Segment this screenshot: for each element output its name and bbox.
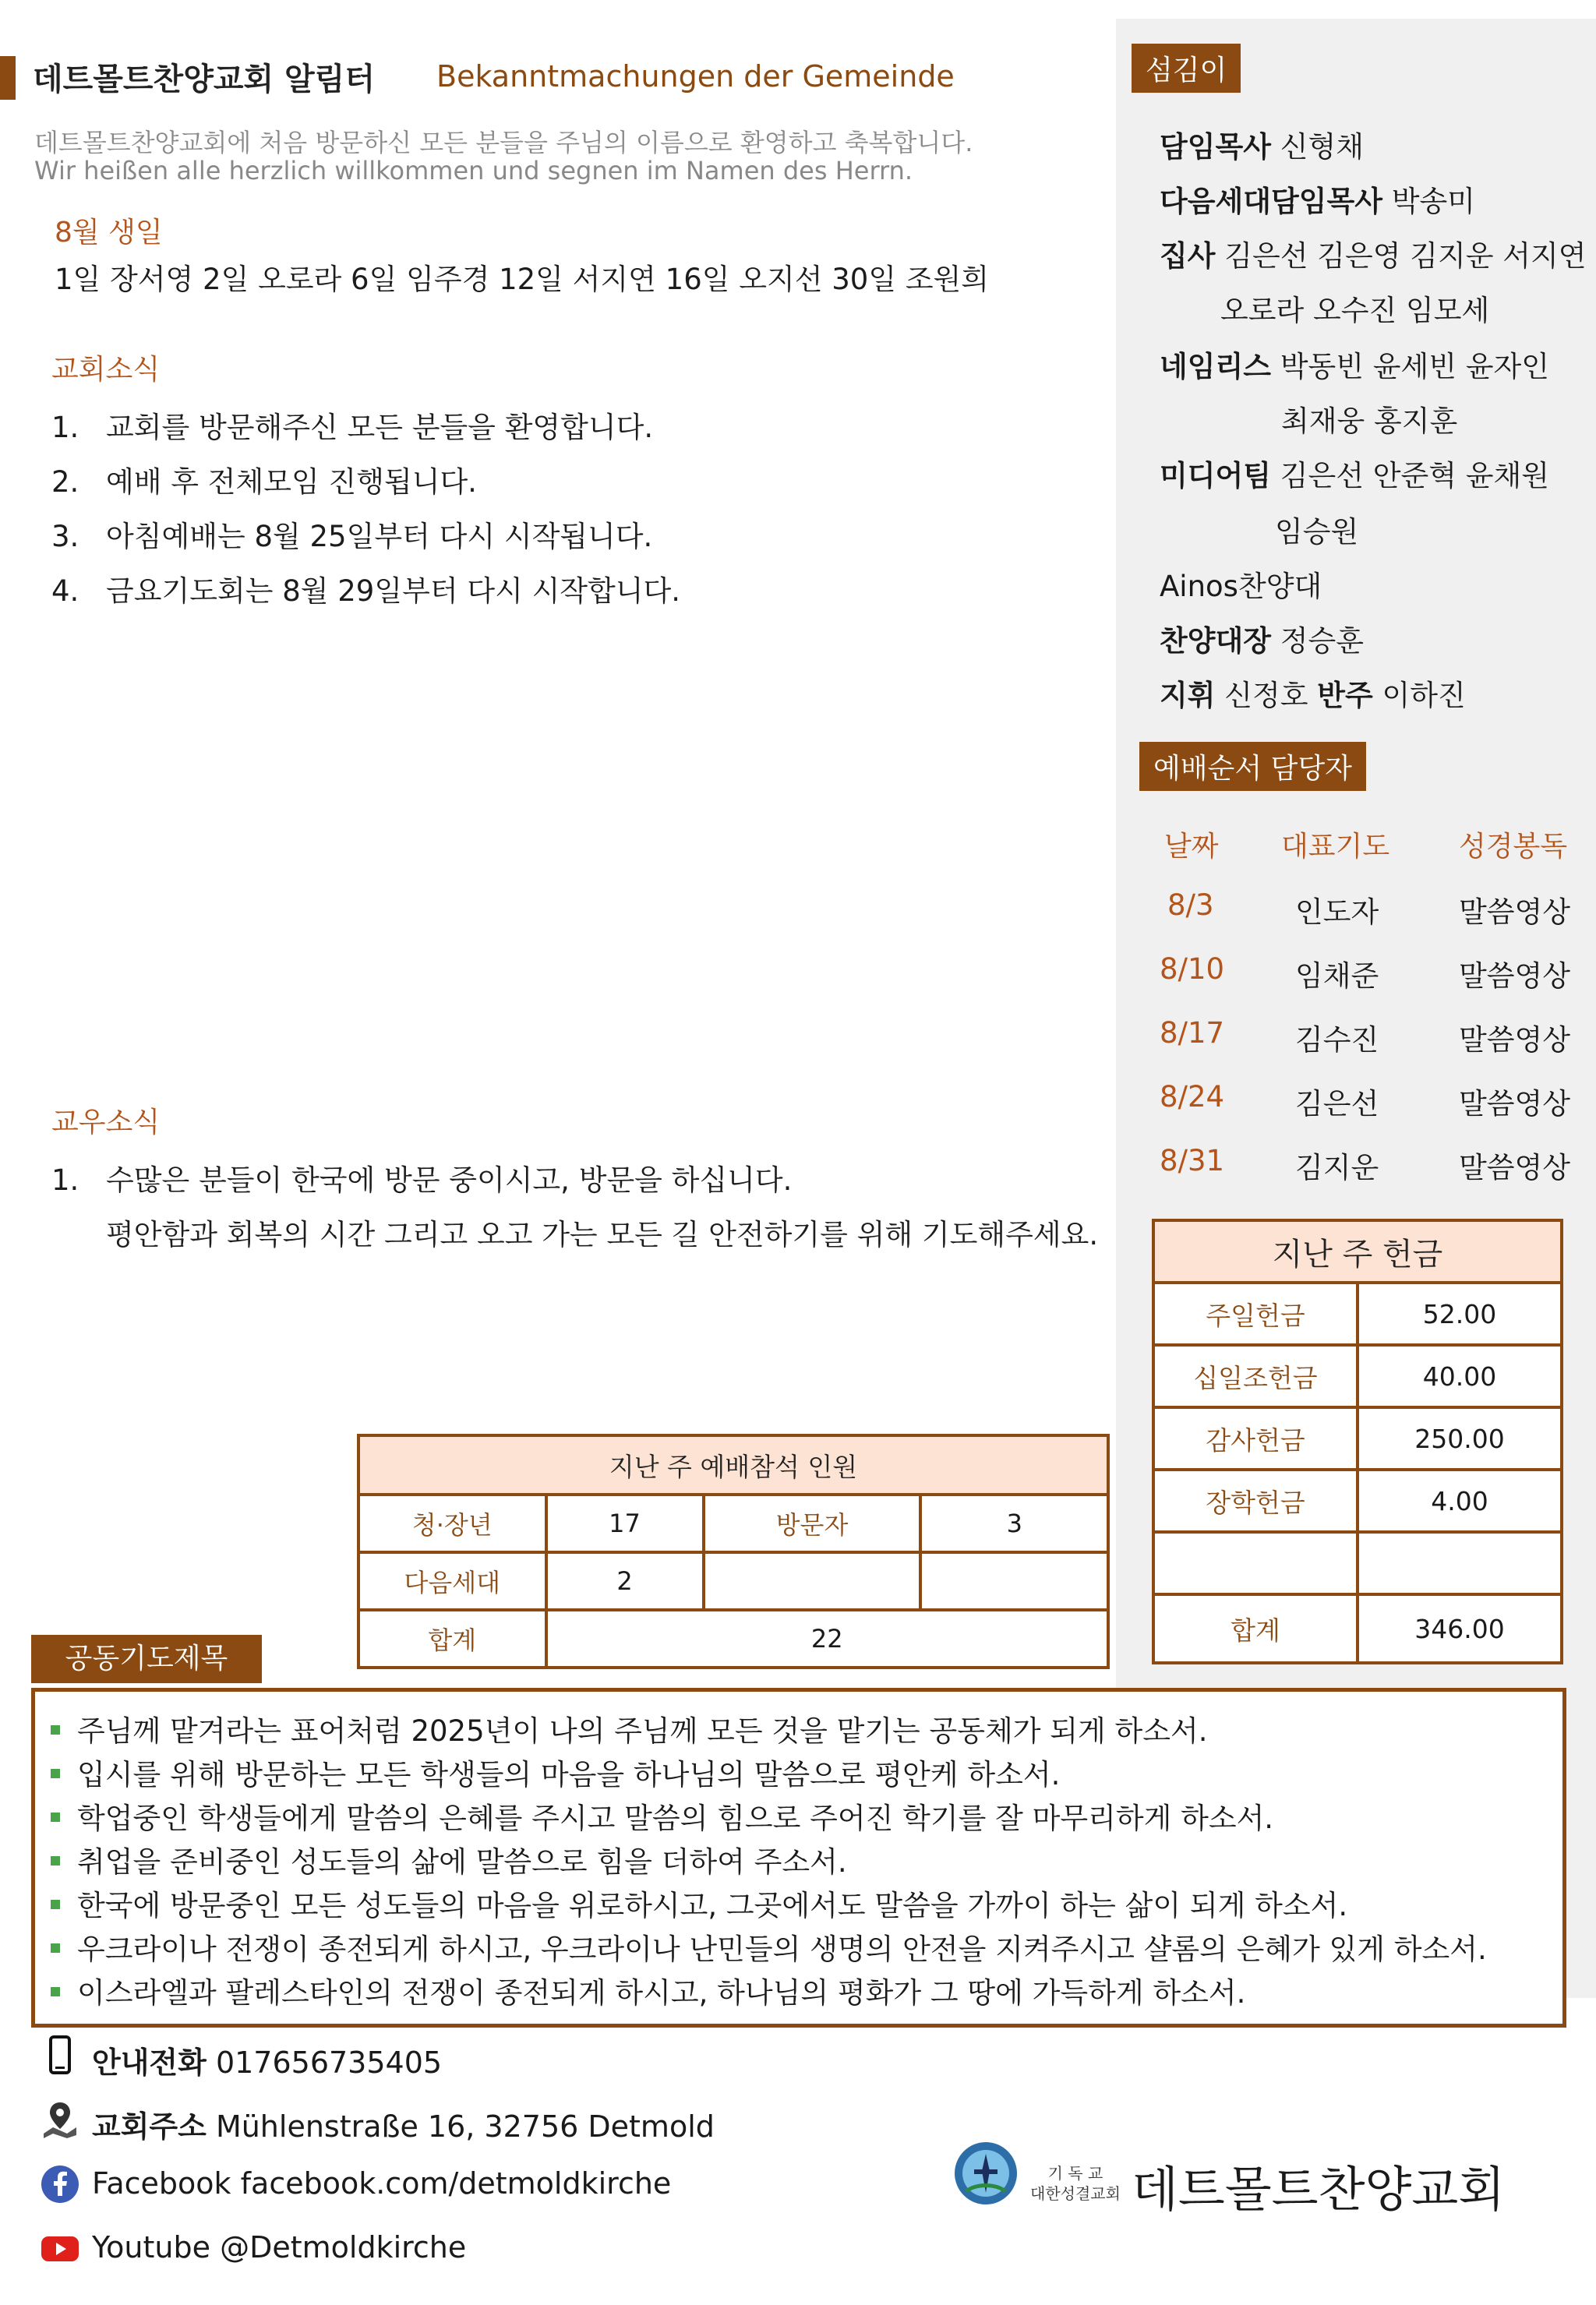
duty-prayer: 김은선 [1295,1087,1379,1121]
facebook-icon[interactable] [41,2165,79,2204]
item-number: 1. [51,1163,79,1197]
attendance-label: 다음세대 [358,1552,546,1610]
attendance-value: 17 [546,1495,704,1552]
table-row [358,1610,1108,1668]
item-text: 수많은 분들이 한국에 방문 중이시고, 방문을 하십니다. [106,1163,793,1197]
attendance-title: 지난 주 예배참석 인원 [358,1435,1108,1495]
footer-address: 교회주소 Mühlenstraße 16, 32756 Detmold [92,2109,715,2144]
page-title: 데트몰트찬양교회 알림터 [33,62,375,97]
item-text: 예배 후 전체모임 진행됩니다. [106,465,477,499]
attendance-label: 방문자 [704,1495,921,1552]
attendance-table [357,1434,1110,1669]
welcome-text-german: Wir heißen alle herzlich willkommen und segnen im Namen des Herrn. [34,156,913,185]
table-row [358,1495,1108,1552]
offering-label: 감사헌금 [1153,1407,1358,1470]
duty-prayer: 인도자 [1295,895,1379,929]
duty-date: 8/3 [1167,888,1214,922]
footer-youtube[interactable]: Youtube @Detmoldkirche [92,2230,467,2264]
map-pin-icon [41,2099,79,2138]
staff-conductor: 지휘 신정호 반주 이하진 [1160,679,1466,712]
prayer-item: 취업을 준비중인 성도들의 삶에 말씀으로 힘을 더하여 주소서. [51,1838,847,1880]
logo-church-name: 데트몰트찬양교회 [1132,2161,1506,2218]
duty-col-date: 날짜 [1164,831,1219,863]
duty-col-prayer: 대표기도 [1281,831,1390,863]
staff-senior-pastor: 담임목사 신형채 [1160,130,1364,164]
bullet-icon [51,1856,60,1866]
item-text: 아침예배는 8월 25일부터 다시 시작됩니다. [106,520,653,553]
table-row [1153,1407,1562,1470]
bullet-icon [51,1725,60,1735]
table-row [1153,1532,1562,1594]
duty-date: 8/10 [1160,952,1225,986]
prayer-item: 이스라엘과 팔레스타인의 전쟁이 종전되게 하시고, 하나님의 평화가 그 땅에 가득하게 하소서. [51,1969,1245,2011]
bullet-icon [51,1813,60,1822]
item-number: 2. [51,465,79,499]
church-news-item [51,567,680,609]
staff-media-continued: 임승원 [1275,515,1359,549]
member-news-item-continued: 평안함과 회복의 시간 그리고 오고 가는 모든 길 안전하기를 위해 기도해주세요. [106,1218,1099,1251]
birthday-heading: 8월 생일 [55,217,163,249]
bullet-icon [51,1987,60,1996]
duty-date: 8/31 [1160,1144,1225,1177]
offering-total-label: 합계 [1153,1594,1358,1663]
prayer-item: 주님께 맡겨라는 표어처럼 2025년이 나의 주님께 모든 것을 맡기는 공동체가 되게 하소서. [51,1707,1208,1749]
duty-bible: 말씀영상 [1459,895,1570,929]
page-title-german: Bekanntmachungen der Gemeinde [436,59,955,94]
phone-icon [41,2035,79,2074]
prayer-box [31,1688,1566,2028]
duty-bible: 말씀영상 [1459,959,1570,993]
offering-empty-cell [1153,1532,1358,1594]
table-row [1153,1470,1562,1532]
table-row [1153,1283,1562,1345]
church-news-item [51,404,653,446]
attendance-total-label: 합계 [358,1610,546,1668]
staff-next-gen-pastor: 다음세대담임목사 박송미 [1160,185,1475,218]
item-number: 1. [51,411,79,444]
offering-total-value: 346.00 [1358,1594,1562,1663]
church-logo-icon [952,2140,1019,2207]
duty-bible: 말씀영상 [1459,1151,1570,1184]
offering-value: 40.00 [1358,1345,1562,1407]
attendance-empty-cell [704,1552,921,1610]
prayer-item: 우크라이나 전쟁이 종전되게 하시고, 우크라이나 난민들의 생명의 안전을 지켜주시고 샬롬의 은혜가 있게 하소서. [51,1926,1487,1968]
table-row [358,1552,1108,1610]
prayer-tag: 공동기도제목 [31,1635,262,1683]
duty-prayer: 김수진 [1295,1023,1379,1057]
bullet-icon [51,1769,60,1778]
item-text: 금요기도회는 8월 29일부터 다시 시작합니다. [106,574,681,608]
offering-label: 십일조헌금 [1153,1345,1358,1407]
prayer-item: 학업중인 학생들에게 말씀의 은혜를 주시고 말씀의 힘으로 주어진 학기를 잘 마무리하게 하소서. [51,1795,1273,1837]
duty-col-bible: 성경봉독 [1459,831,1568,863]
duty-bible: 말씀영상 [1459,1087,1570,1121]
offering-title: 지난 주 헌금 [1153,1220,1562,1283]
attendance-value: 3 [920,1495,1108,1552]
title-accent-bar [0,56,16,100]
offering-value: 250.00 [1358,1407,1562,1470]
attendance-value: 2 [546,1552,704,1610]
offering-table [1152,1219,1563,1664]
welcome-text-korean: 데트몰트찬양교회에 처음 방문하신 모든 분들을 주님의 이름으로 환영하고 축복합니다. [34,128,973,157]
offering-value: 4.00 [1358,1470,1562,1532]
staff-deacons-continued: 오로라 오수진 임모세 [1220,294,1490,327]
table-row [1153,1345,1562,1407]
staff-tag: 섬김이 [1132,44,1241,93]
prayer-item: 입시를 위해 방문하는 모든 학생들의 마음을 하나님의 말씀으로 평안케 하소서. [51,1751,1060,1793]
birthday-list: 1일 장서영 2일 오로라 6일 임주경 12일 서지연 16일 오지선 30일 조원희 [55,263,990,296]
table-row [1153,1594,1562,1663]
duty-bible: 말씀영상 [1459,1023,1570,1057]
duty-date: 8/24 [1160,1080,1225,1114]
staff-choir: Ainos찬양대 [1160,570,1322,603]
footer-phone: 안내전화 017656735405 [92,2046,443,2080]
offering-label: 장학헌금 [1153,1470,1358,1532]
logo-denomination: 기 독 교 대한성결교회 [1030,2164,1121,2203]
duty-date: 8/17 [1160,1016,1225,1050]
offering-value: 52.00 [1358,1283,1562,1345]
offering-label: 주일헌금 [1153,1283,1358,1345]
bullet-icon [51,1900,60,1909]
attendance-label: 청·장년 [358,1495,546,1552]
offering-empty-cell [1358,1532,1562,1594]
prayer-item: 한국에 방문중인 모든 성도들의 마음을 위로하시고, 그곳에서도 말씀을 가까이 하는 삶이 되게 하소서. [51,1882,1347,1924]
church-news-heading: 교회소식 [51,354,161,386]
member-news-heading: 교우소식 [51,1107,161,1138]
footer-facebook[interactable]: Facebook facebook.com/detmoldkirche [92,2166,672,2201]
church-news-item [51,458,477,500]
duty-prayer: 임채준 [1295,959,1379,993]
staff-nehemiah: 네임리스 박동빈 윤세빈 윤자인 [1160,350,1549,383]
attendance-total-value: 22 [546,1610,1109,1668]
staff-media-team: 미디어팀 김은선 안준혁 윤채원 [1160,459,1549,492]
staff-deacons: 집사 김은선 김은영 김지운 서지연 [1160,239,1587,273]
member-news-item [51,1156,792,1198]
duty-prayer: 김지운 [1295,1151,1379,1184]
youtube-icon[interactable] [41,2229,79,2268]
duty-tag: 예배순서 담당자 [1139,742,1366,791]
church-news-item [51,513,652,555]
bullet-icon [51,1943,60,1953]
item-number: 4. [51,574,79,608]
staff-nehemiah-continued: 최재웅 홍지훈 [1281,404,1458,438]
staff-choir-leader: 찬양대장 정승훈 [1160,624,1364,658]
attendance-empty-cell [920,1552,1108,1610]
item-number: 3. [51,520,79,553]
item-text: 교회를 방문해주신 모든 분들을 환영합니다. [106,411,654,444]
